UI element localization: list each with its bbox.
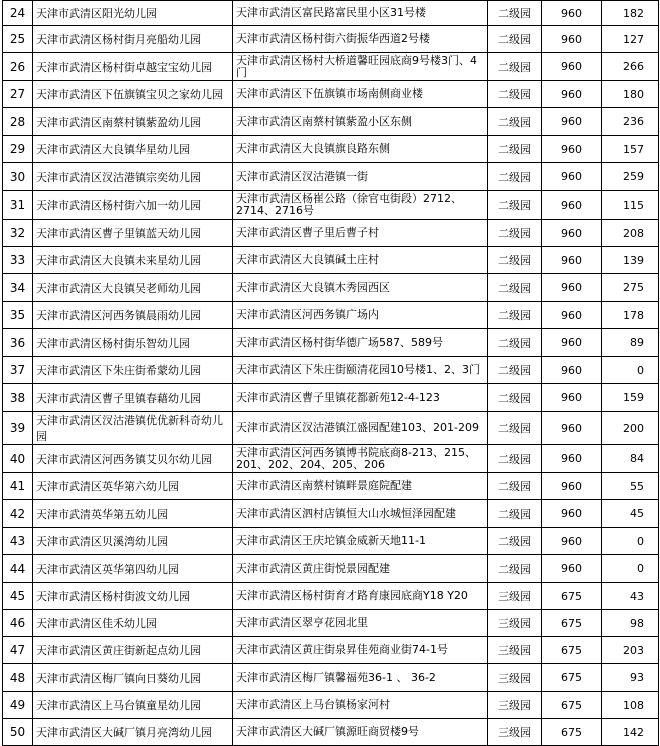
kindergarten-address: 天津市武清区大良镇碱土庄村	[233, 247, 488, 274]
kindergarten-level: 二级园	[488, 500, 542, 528]
table-row	[3, 583, 659, 610]
kindergarten-name: 天津市武清区杨村街六加一幼儿园	[33, 191, 233, 220]
kindergarten-level: 二级园	[488, 191, 542, 220]
kindergarten-enrolled: 139	[602, 247, 659, 274]
table-row	[3, 384, 659, 412]
kindergarten-level: 三级园	[488, 692, 542, 719]
kindergarten-level: 二级园	[488, 445, 542, 473]
table-row	[3, 81, 659, 108]
kindergarten-capacity: 960	[542, 53, 602, 81]
row-number: 44	[3, 555, 33, 583]
row-number: 49	[3, 692, 33, 719]
kindergarten-address: 天津市武清区王庆坨镇金威新天地11-1	[233, 528, 488, 555]
row-number: 39	[3, 412, 33, 445]
kindergarten-address: 天津市武清区曹子里镇花都新苑12-4-123	[233, 384, 488, 412]
kindergarten-address: 天津市武清区梅厂镇馨福苑36-1 、 36-2	[233, 664, 488, 692]
kindergarten-level: 二级园	[488, 555, 542, 583]
table-row	[3, 220, 659, 247]
kindergarten-enrolled: 55	[602, 473, 659, 500]
row-number: 46	[3, 610, 33, 637]
kindergarten-name: 天津市武清区河西务镇晨雨幼儿园	[33, 302, 233, 329]
kindergarten-name: 天津市武清区杨村街卓越宝宝幼儿园	[33, 53, 233, 81]
kindergarten-name: 天津市武清英华第五幼儿园	[33, 500, 233, 528]
kindergarten-name: 天津市武清区曹子里镇蓝天幼儿园	[33, 220, 233, 247]
table-row	[3, 412, 659, 445]
kindergarten-capacity: 960	[542, 220, 602, 247]
kindergarten-address: 天津市武清区下朱庄街颐清花园10号楼1、2、3门	[233, 357, 488, 384]
row-number: 41	[3, 473, 33, 500]
kindergarten-address: 天津市武清区黄庄街悦景园配建	[233, 555, 488, 583]
kindergarten-level: 二级园	[488, 357, 542, 384]
kindergarten-name: 天津市武清区大良镇吴老师幼儿园	[33, 274, 233, 302]
row-number: 28	[3, 108, 33, 136]
kindergarten-enrolled: 45	[602, 500, 659, 528]
kindergarten-capacity: 675	[542, 610, 602, 637]
table-row	[3, 500, 659, 528]
kindergarten-name: 天津市武清区杨村街波文幼儿园	[33, 583, 233, 610]
kindergarten-table	[2, 0, 659, 746]
table-row	[3, 692, 659, 719]
kindergarten-level: 二级园	[488, 302, 542, 329]
kindergarten-address: 天津市武清区杨崔公路（徐官屯街段）2712、2714、2716号	[233, 191, 488, 220]
table-row	[3, 610, 659, 637]
kindergarten-name: 天津市武清区河西务镇艾贝尔幼儿园	[33, 445, 233, 473]
kindergarten-enrolled: 208	[602, 220, 659, 247]
table-row	[3, 528, 659, 555]
row-number: 29	[3, 136, 33, 163]
row-number: 47	[3, 637, 33, 664]
kindergarten-level: 三级园	[488, 583, 542, 610]
table-row	[3, 53, 659, 81]
kindergarten-level: 三级园	[488, 637, 542, 664]
kindergarten-capacity: 960	[542, 191, 602, 220]
kindergarten-level: 二级园	[488, 528, 542, 555]
kindergarten-enrolled: 115	[602, 191, 659, 220]
table-row	[3, 473, 659, 500]
kindergarten-level: 二级园	[488, 163, 542, 191]
table-row	[3, 555, 659, 583]
kindergarten-name: 天津市武清区杨村街乐智幼儿园	[33, 329, 233, 357]
kindergarten-capacity: 960	[542, 555, 602, 583]
kindergarten-address: 天津市武清区大良镇木秀园西区	[233, 274, 488, 302]
row-number: 31	[3, 191, 33, 220]
kindergarten-level: 二级园	[488, 53, 542, 81]
kindergarten-address: 天津市武清区河西务镇博书院底商8-213、215、201、202、204、205、206	[233, 445, 488, 473]
table-row	[3, 163, 659, 191]
table-row	[3, 136, 659, 163]
kindergarten-name: 天津市武清区下朱庄街希蒙幼儿园	[33, 357, 233, 384]
kindergarten-address: 天津市武清区南蔡村镇畔景庭院配建	[233, 473, 488, 500]
kindergarten-address: 天津市武清区杨村大桥道馨旺园底商9号楼3门、4门	[233, 53, 488, 81]
kindergarten-enrolled: 259	[602, 163, 659, 191]
kindergarten-capacity: 960	[542, 473, 602, 500]
kindergarten-capacity: 675	[542, 719, 602, 746]
kindergarten-capacity: 960	[542, 412, 602, 445]
kindergarten-name: 天津市武清区大良镇未来星幼儿园	[33, 247, 233, 274]
kindergarten-address: 天津市武清区河西务镇广场内	[233, 302, 488, 329]
kindergarten-name: 天津市武清区英华第四幼儿园	[33, 555, 233, 583]
row-number: 43	[3, 528, 33, 555]
kindergarten-level: 二级园	[488, 108, 542, 136]
kindergarten-address: 天津市武清区曹子里后曹子村	[233, 220, 488, 247]
kindergarten-level: 二级园	[488, 1, 542, 26]
kindergarten-capacity: 960	[542, 384, 602, 412]
kindergarten-capacity: 960	[542, 500, 602, 528]
kindergarten-enrolled: 93	[602, 664, 659, 692]
kindergarten-enrolled: 98	[602, 610, 659, 637]
row-number: 35	[3, 302, 33, 329]
kindergarten-capacity: 960	[542, 108, 602, 136]
row-number: 37	[3, 357, 33, 384]
kindergarten-address: 天津市武清区汊沽港镇江盛园配建103、201-209	[233, 412, 488, 445]
kindergarten-level: 二级园	[488, 384, 542, 412]
kindergarten-address: 天津市武清区大碱厂镇源旺商贸楼9号	[233, 719, 488, 746]
kindergarten-name: 天津市武清区英华第六幼儿园	[33, 473, 233, 500]
table-row	[3, 26, 659, 53]
table-row	[3, 329, 659, 357]
kindergarten-enrolled: 108	[602, 692, 659, 719]
table-row	[3, 357, 659, 384]
kindergarten-name: 天津市武清区曹子里镇春藉幼儿园	[33, 384, 233, 412]
table-row	[3, 664, 659, 692]
kindergarten-name: 天津市武清区杨村街月亮船幼儿园	[33, 26, 233, 53]
kindergarten-address: 天津市武清区南蔡村镇紫盈小区东侧	[233, 108, 488, 136]
kindergarten-name: 天津市武清区上马台镇童星幼儿园	[33, 692, 233, 719]
kindergarten-capacity: 960	[542, 136, 602, 163]
row-number: 42	[3, 500, 33, 528]
kindergarten-address: 天津市武清区富民路富民里小区31号楼	[233, 1, 488, 26]
kindergarten-capacity: 675	[542, 637, 602, 664]
kindergarten-level: 二级园	[488, 329, 542, 357]
kindergarten-level: 三级园	[488, 719, 542, 746]
kindergarten-name: 天津市武清区南蔡村镇紫盈幼儿园	[33, 108, 233, 136]
kindergarten-address: 天津市武清区大良镇旗良路东侧	[233, 136, 488, 163]
kindergarten-capacity: 675	[542, 692, 602, 719]
row-number: 38	[3, 384, 33, 412]
kindergarten-name: 天津市武清区佳禾幼儿园	[33, 610, 233, 637]
kindergarten-address: 天津市武清区杨村街华德广场587、589号	[233, 329, 488, 357]
kindergarten-level: 二级园	[488, 274, 542, 302]
table-row	[3, 445, 659, 473]
kindergarten-name: 天津市武清区下伍旗镇宝贝之家幼儿园	[33, 81, 233, 108]
kindergarten-capacity: 960	[542, 274, 602, 302]
kindergarten-enrolled: 236	[602, 108, 659, 136]
kindergarten-enrolled: 89	[602, 329, 659, 357]
kindergarten-capacity: 960	[542, 528, 602, 555]
kindergarten-level: 二级园	[488, 412, 542, 445]
kindergarten-level: 二级园	[488, 473, 542, 500]
table-row	[3, 637, 659, 664]
kindergarten-enrolled: 203	[602, 637, 659, 664]
kindergarten-name: 天津市武清区大良镇华星幼儿园	[33, 136, 233, 163]
row-number: 33	[3, 247, 33, 274]
kindergarten-address: 天津市武清区黄庄街泉昇佳苑商业街74-1号	[233, 637, 488, 664]
kindergarten-enrolled: 275	[602, 274, 659, 302]
kindergarten-capacity: 960	[542, 357, 602, 384]
kindergarten-name: 天津市武清区大碱厂镇月亮湾幼儿园	[33, 719, 233, 746]
kindergarten-enrolled: 0	[602, 555, 659, 583]
kindergarten-level: 三级园	[488, 610, 542, 637]
kindergarten-capacity: 960	[542, 445, 602, 473]
row-number: 25	[3, 26, 33, 53]
kindergarten-address: 天津市武清区杨村街六街振华西道2号楼	[233, 26, 488, 53]
kindergarten-enrolled: 182	[602, 1, 659, 26]
kindergarten-enrolled: 157	[602, 136, 659, 163]
table-row	[3, 108, 659, 136]
kindergarten-enrolled: 0	[602, 528, 659, 555]
row-number: 48	[3, 664, 33, 692]
table-row	[3, 274, 659, 302]
row-number: 50	[3, 719, 33, 746]
kindergarten-capacity: 960	[542, 26, 602, 53]
kindergarten-level: 二级园	[488, 136, 542, 163]
kindergarten-address: 天津市武清区泗村店镇恒大山水城恒泽园配建	[233, 500, 488, 528]
kindergarten-capacity: 675	[542, 583, 602, 610]
row-number: 30	[3, 163, 33, 191]
kindergarten-enrolled: 127	[602, 26, 659, 53]
kindergarten-enrolled: 84	[602, 445, 659, 473]
row-number: 27	[3, 81, 33, 108]
kindergarten-capacity: 960	[542, 329, 602, 357]
kindergarten-name: 天津市武清区汊沽港镇优优新科奇幼儿园	[33, 412, 233, 445]
row-number: 24	[3, 1, 33, 26]
kindergarten-enrolled: 0	[602, 357, 659, 384]
row-number: 26	[3, 53, 33, 81]
kindergarten-level: 二级园	[488, 81, 542, 108]
kindergarten-name: 天津市武清区黄庄街新起点幼儿园	[33, 637, 233, 664]
kindergarten-capacity: 960	[542, 163, 602, 191]
row-number: 36	[3, 329, 33, 357]
kindergarten-level: 二级园	[488, 247, 542, 274]
kindergarten-level: 二级园	[488, 26, 542, 53]
kindergarten-name: 天津市武清区贝溪湾幼儿园	[33, 528, 233, 555]
kindergarten-enrolled: 266	[602, 53, 659, 81]
kindergarten-enrolled: 200	[602, 412, 659, 445]
row-number: 32	[3, 220, 33, 247]
kindergarten-capacity: 960	[542, 247, 602, 274]
kindergarten-capacity: 960	[542, 1, 602, 26]
kindergarten-capacity: 960	[542, 302, 602, 329]
row-number: 40	[3, 445, 33, 473]
kindergarten-address: 天津市武清区杨村街育才路育康园底商Y18 Y20	[233, 583, 488, 610]
kindergarten-enrolled: 43	[602, 583, 659, 610]
row-number: 45	[3, 583, 33, 610]
kindergarten-level: 二级园	[488, 220, 542, 247]
table-row	[3, 302, 659, 329]
kindergarten-name: 天津市武清区阳光幼儿园	[33, 1, 233, 26]
kindergarten-enrolled: 180	[602, 81, 659, 108]
kindergarten-capacity: 675	[542, 664, 602, 692]
kindergarten-address: 天津市武清区上马台镇杨家河村	[233, 692, 488, 719]
kindergarten-capacity: 960	[542, 81, 602, 108]
kindergarten-address: 天津市武清区汊沽港镇一街	[233, 163, 488, 191]
kindergarten-enrolled: 159	[602, 384, 659, 412]
table-row	[3, 247, 659, 274]
kindergarten-address: 天津市武清区下伍旗镇市场南侧商业楼	[233, 81, 488, 108]
row-number: 34	[3, 274, 33, 302]
kindergarten-enrolled: 178	[602, 302, 659, 329]
table-row	[3, 719, 659, 746]
kindergarten-level: 三级园	[488, 664, 542, 692]
table-row	[3, 1, 659, 26]
kindergarten-name: 天津市武清区汊沽港镇宗奕幼儿园	[33, 163, 233, 191]
kindergarten-address: 天津市武清区翠亨花园北里	[233, 610, 488, 637]
kindergarten-name: 天津市武清区梅厂镇向日葵幼儿园	[33, 664, 233, 692]
kindergarten-enrolled: 142	[602, 719, 659, 746]
table-row	[3, 191, 659, 220]
